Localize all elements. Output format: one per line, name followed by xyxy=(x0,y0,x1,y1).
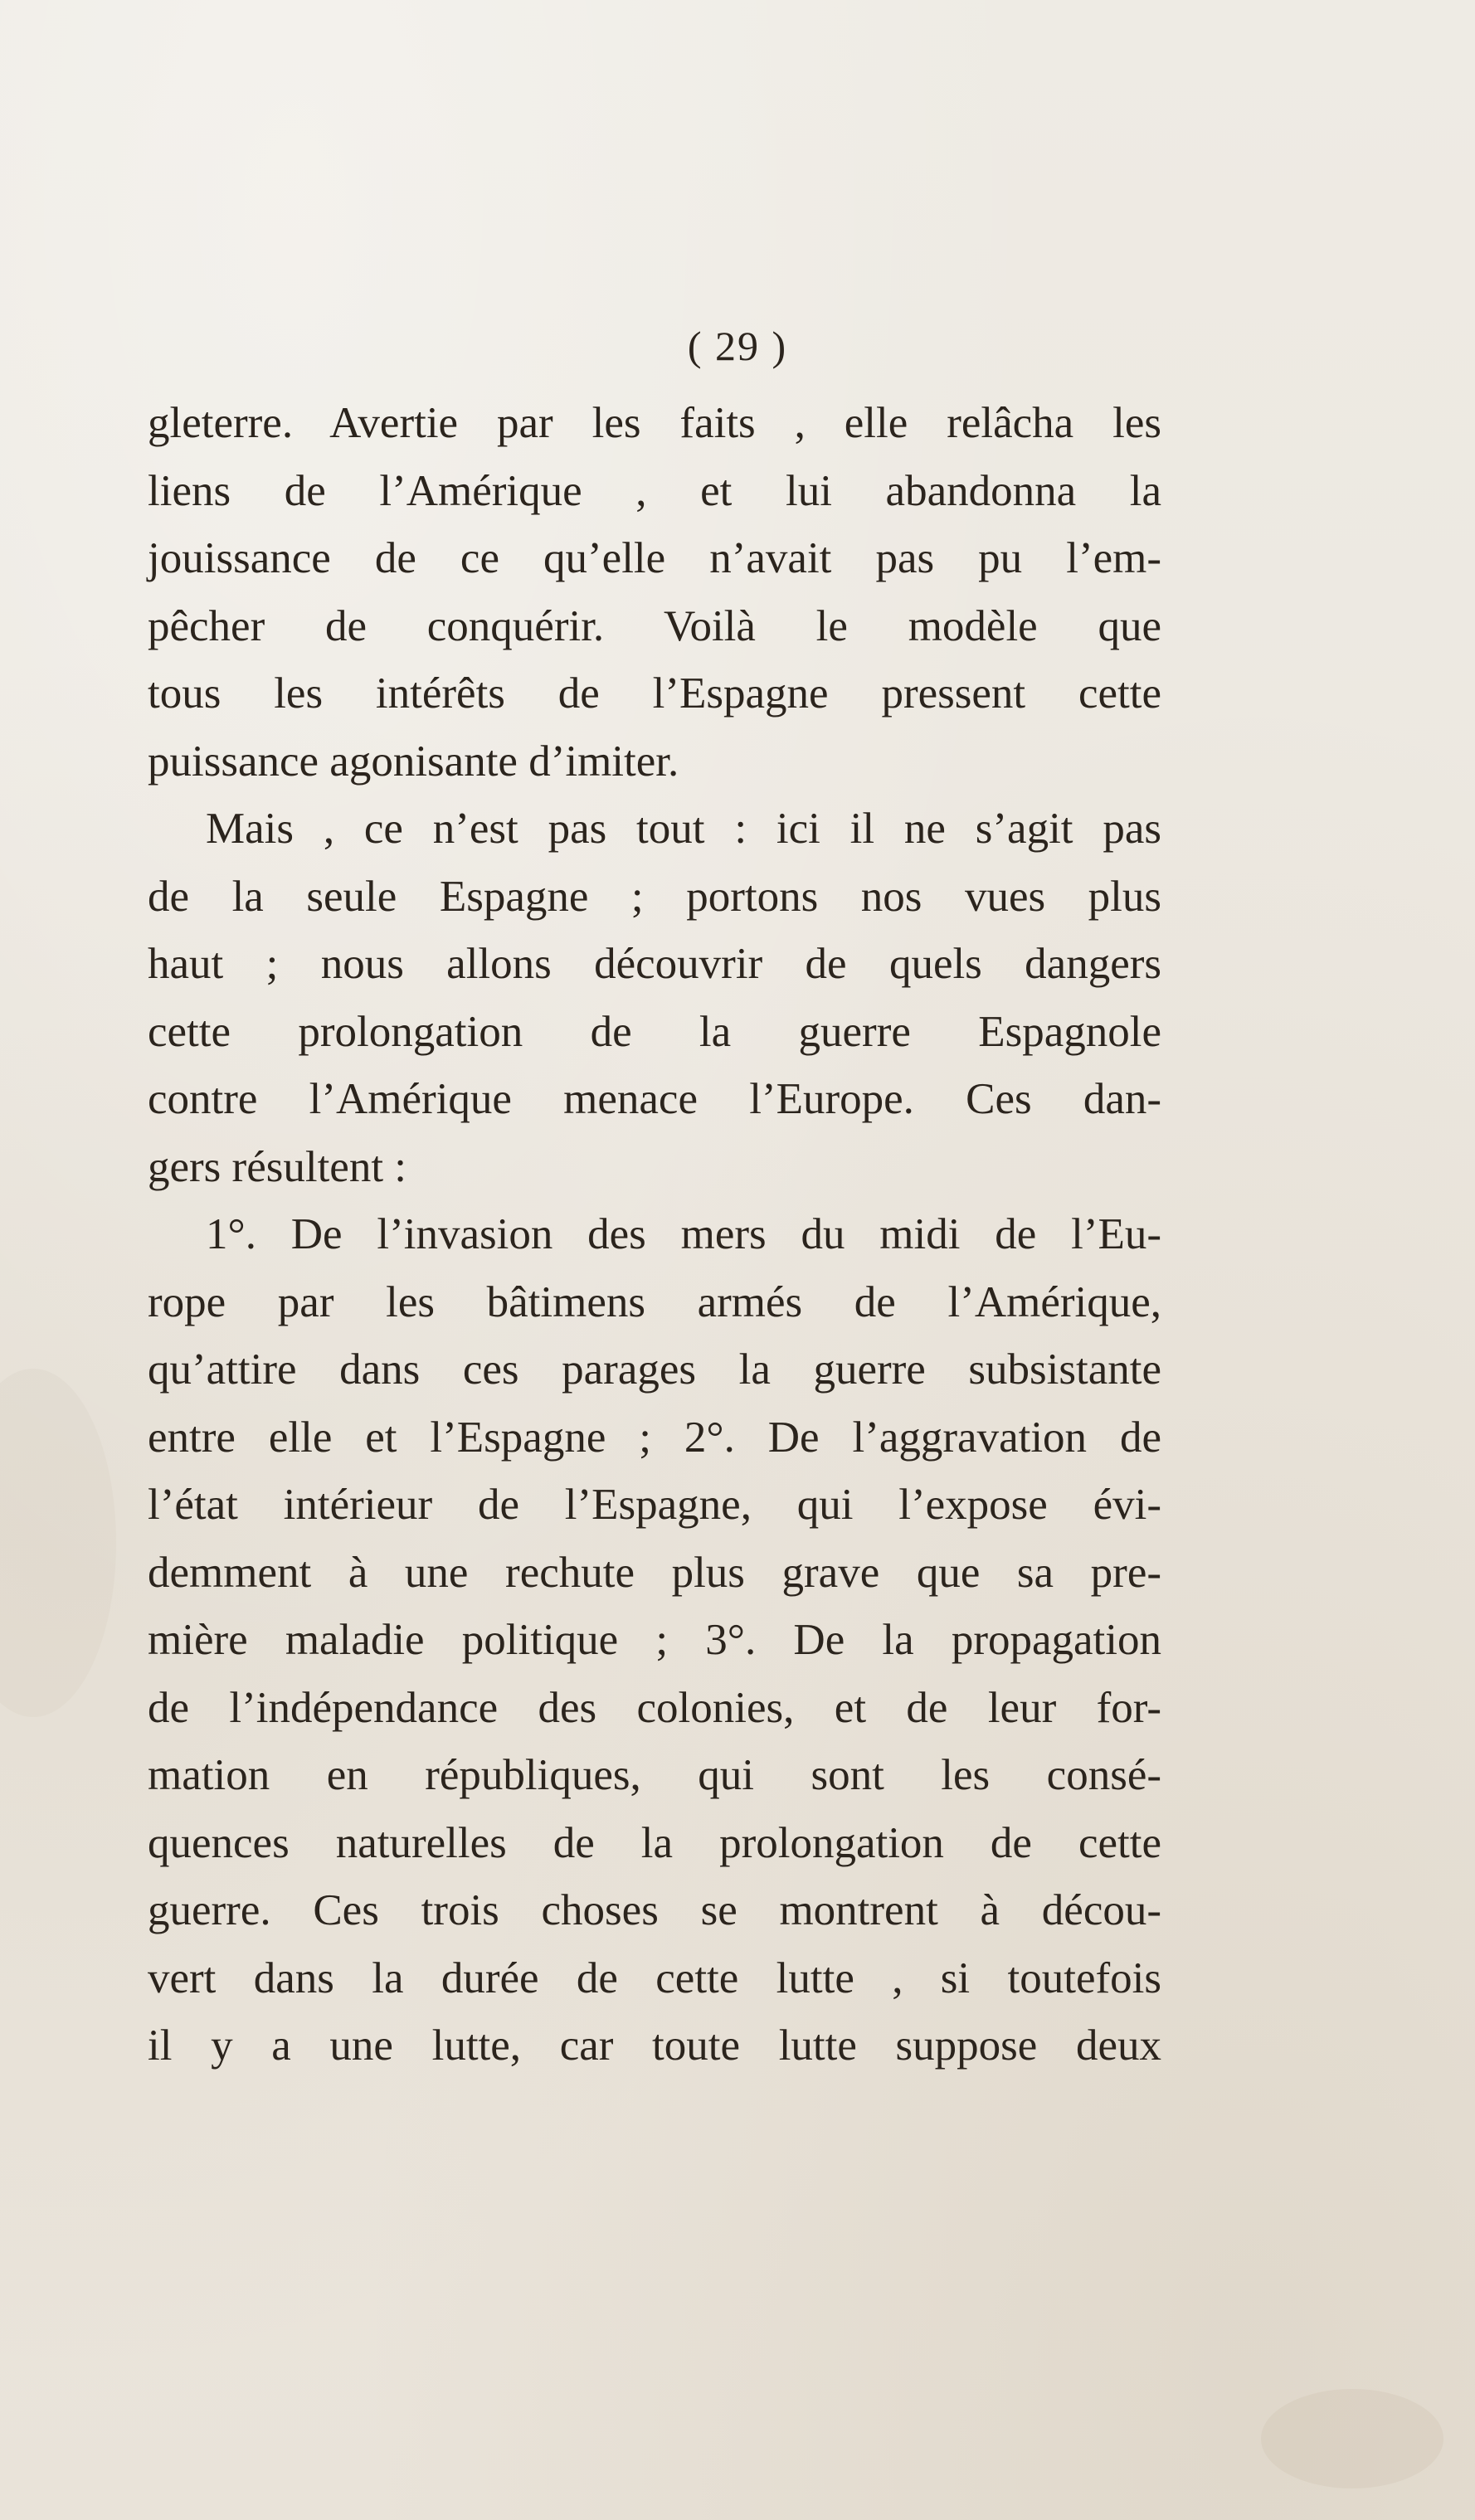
text-line: gleterre. Avertie par les faits , elle relâcha les xyxy=(148,399,1161,447)
text-line: de l’indépendance des colonies, et de leur for- xyxy=(148,1683,1161,1732)
text-line: pêcher de conquérir. Voilà le modèle que xyxy=(148,601,1161,650)
paper-stain xyxy=(0,1369,116,1717)
text-line: qu’attire dans ces parages la guerre subsistante xyxy=(148,1345,1161,1394)
paper-stain xyxy=(1261,2389,1443,2488)
text-line: l’état intérieur de l’Espagne, qui l’expose évi- xyxy=(148,1481,1161,1529)
text-line: Mais , ce n’est pas tout : ici il ne s’agit pas xyxy=(206,805,1161,853)
page-number: ( 29 ) xyxy=(687,323,788,369)
text-line: puissance agonisante d’imiter. xyxy=(148,737,679,786)
text-line: demment à une rechute plus grave que sa pre- xyxy=(148,1548,1161,1597)
text-line: tous les intérêts de l’Espagne pressent cette xyxy=(148,669,1161,718)
text-line: guerre. Ces trois choses se montrent à décou- xyxy=(148,1886,1161,1934)
text-line: rope par les bâtimens armés de l’Amérique, xyxy=(148,1277,1161,1326)
text-line: quences naturelles de la prolongation de cette xyxy=(148,1818,1161,1867)
text-line: de la seule Espagne ; portons nos vues plus xyxy=(148,872,1161,921)
text-line: contre l’Amérique menace l’Europe. Ces dan- xyxy=(148,1075,1161,1123)
text-line: liens de l’Amérique , et lui abandonna la xyxy=(148,466,1161,515)
text-line: entre elle et l’Espagne ; 2°. De l’aggravation de xyxy=(148,1413,1161,1462)
text-line: gers résultent : xyxy=(148,1142,407,1191)
text-line: mière maladie politique ; 3°. De la propagation xyxy=(148,1616,1161,1664)
text-line: vert dans la durée de cette lutte , si toutefois xyxy=(148,1953,1161,2002)
text-line: 1°. De l’invasion des mers du midi de l’Eu- xyxy=(206,1210,1161,1258)
body-text xyxy=(148,390,1161,2080)
text-line: il y a une lutte, car toute lutte suppose deux xyxy=(148,2021,1161,2070)
text-line: cette prolongation de la guerre Espagnole xyxy=(148,1007,1161,1056)
text-line: haut ; nous allons découvrir de quels dangers xyxy=(148,940,1161,988)
text-line: jouissance de ce qu’elle n’avait pas pu l’em- xyxy=(148,534,1161,582)
text-line: mation en républiques, qui sont les consé- xyxy=(148,1751,1161,1799)
